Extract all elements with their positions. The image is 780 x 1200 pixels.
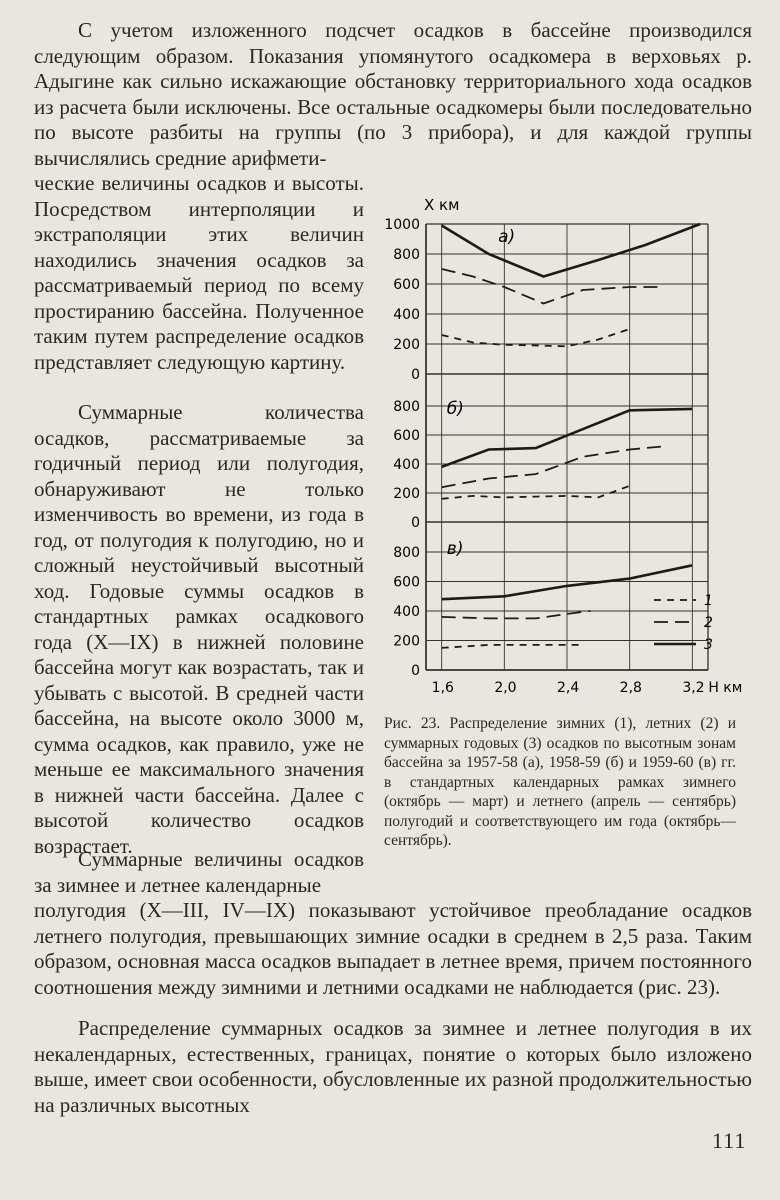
y-tick-label: 200 — [393, 486, 420, 502]
y-tick-label: 400 — [393, 307, 420, 323]
figure-23 — [378, 188, 774, 708]
panel-label: а) — [498, 227, 516, 247]
y-axis-title: Х км — [424, 196, 460, 214]
series-line-1 — [442, 486, 630, 499]
paragraph: полугодия (X—III, IV—IX) показывают устойчивое преобладание осадков летнего полугодия, превышающих зимние осадки в среднем в 2,5 раза. Таким образом, основная масса осадков выпадает в летнее время, причем постоянного соотношения между зимними и летними осадками не наблюдается (рис. 23). — [34, 898, 752, 999]
paragraph: Суммарные величины осадков за зимнее и летнее календарные — [34, 847, 364, 897]
paragraph: С учетом изложенного подсчет осадков в бассейне производился следующим образом. Показания упомянутого осадкомера в верховьях р. Адыгине как сильно искажающие обстановку территориального хода осадков из расчета были исключены. Все остальные осадкомеры были последовательно по высоте разбиты на группы (по 3 прибора), и для каждой группы вычислялись средние арифмети- — [34, 18, 752, 170]
x-axis-title: Н км — [708, 680, 743, 696]
panel-label: б) — [446, 399, 464, 419]
y-tick-label: 600 — [393, 428, 420, 444]
y-tick-label: 0 — [411, 515, 420, 531]
y-tick-label: 600 — [393, 277, 420, 293]
series-line-3 — [442, 224, 701, 277]
x-tick-label: 2,0 — [494, 680, 517, 696]
legend-label: 3 — [704, 637, 713, 653]
legend-label: 1 — [704, 593, 713, 609]
y-tick-label: 800 — [393, 545, 420, 561]
paragraph: Суммарные количества осадков, рассматриваемые за годичный период или полугодия, обнаруживают не только изменчивость во времени, из года в год, от полугодия к полугодию, но и сложный неустойчивый высотный ход. Годовые суммы осадков в стандартных рамках осадкового года (X—IX) в нижней половине бассейна могут как возрастать, так и убывать с высотой. В средней части бассейна, на высоте около 3000 м, сумма осадков, как правило, уже не меньше ее максимального значения в нижней части бассейна. Далее с высотой количество осадков возрастает. — [34, 400, 364, 858]
y-tick-label: 400 — [393, 604, 420, 620]
y-tick-label: 1000 — [384, 217, 420, 233]
y-tick-label: 200 — [393, 633, 420, 650]
y-tick-label: 0 — [411, 663, 420, 679]
precipitation-chart — [378, 188, 774, 708]
paragraph: ческие величины осадков и высоты. Посредством интерполяции и экстраполяции этих величин находились значения осадков за рассматриваемый период по всему простиранию бассейна. Полученное таким путем распределение осадков представляет следующую картину. — [34, 171, 364, 374]
x-tick-label: 3,2 — [682, 680, 705, 696]
x-tick-label: 2,4 — [557, 680, 580, 696]
y-tick-label: 0 — [411, 367, 420, 383]
y-tick-label: 800 — [393, 247, 420, 263]
page-number: 111 — [712, 1128, 747, 1153]
legend-label: 2 — [704, 615, 713, 631]
series-line-1 — [442, 645, 583, 648]
figure-caption: Рис. 23. Распределение зимних (1), летних (2) и суммарных годовых (3) осадков по высотным зонам бассейна за 1957-58 (а), 1958-59 (б) и 1959-60 (в) гг. в стандартных календарных рамках зимнего (октябрь — март) и летнего (апрель — сентябрь) полугодий и соответствующего им года (октябрь—сентябрь). — [384, 715, 736, 849]
y-tick-label: 400 — [393, 457, 420, 473]
series-line-2 — [442, 611, 591, 618]
panel-label: в) — [446, 539, 464, 559]
x-tick-label: 1,6 — [431, 680, 454, 696]
series-line-2 — [442, 447, 661, 488]
y-tick-label: 200 — [393, 337, 420, 353]
y-tick-label: 600 — [393, 574, 420, 591]
paragraph: Распределение суммарных осадков за зимнее и летнее полугодия в их некалендарных, естественных, границах, понятие о которых было изложено выше, имеет свои особенности, обусловленные их разной продолжительностью на различных высотных — [34, 1016, 752, 1117]
y-tick-label: 800 — [393, 399, 420, 415]
x-tick-label: 2,8 — [619, 680, 642, 696]
